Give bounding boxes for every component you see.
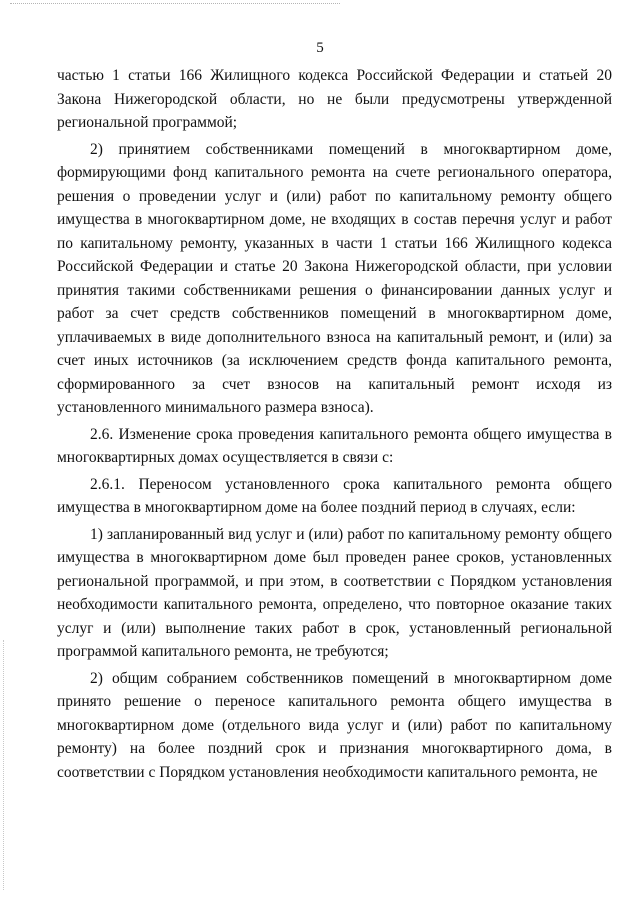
paragraph-item-2: 2) принятием собственниками помещений в многоквартирном доме, формирующими фонд капитального ремонта на счете регионального оператора, решения о проведении услуг и (или) работ по капитальному ремонту общего имущества в многоквартирном доме, не входящих в состав перечня услуг и работ по капитальному ремонту, указанных в части 1 статьи 166 Жилищного кодекса Российской Федерации и статье 20 Закона Нижегородской области, при условии принятия такими собственниками решения о финансировании данных услуг и работ за счет средств собственников помещений в многоквартирном доме, уплачиваемых в виде дополнительного взноса на капитальный ремонт, и (или) за счет иных источников (за исключением средств фонда капитального ремонта, сформированного за счет взносов на капитальный ремонт исходя из установленного минимального размера взноса). — [57, 140, 612, 416]
paragraph-section-2-6-1: 2.6.1. Переносом установленного срока капитального ремонта общего имущества в многоквартирном доме на более поздний период в случаях, если: — [57, 475, 612, 516]
scan-edge-left — [3, 640, 4, 890]
document-body — [57, 64, 612, 787]
paragraph-continuation: частью 1 статьи 166 Жилищного кодекса Российской Федерации и статьей 20 Закона Нижегородской области, но не были предусмотрены утвержденной региональной программой; — [57, 67, 612, 131]
paragraph-subitem-2: 2) общим собранием собственников помещений в многоквартирном доме принято решение о переносе капитального ремонта общего имущества в многоквартирном доме (отдельного вида услуг и (или) работ по капитальному ремонту) на более поздний срок и признания многоквартирного дома, в соответствии с Порядком установления необходимости капитального ремонта, не — [57, 669, 612, 781]
page-number: 5 — [316, 40, 324, 56]
scan-edge-top — [10, 3, 340, 4]
paragraph-section-2-6: 2.6. Изменение срока проведения капитального ремонта общего имущества в многоквартирных домах осуществляется в связи с: — [57, 425, 612, 466]
paragraph-subitem-1: 1) запланированный вид услуг и (или) работ по капитальному ремонту общего имущества в многоквартирном доме был проведен ранее сроков, установленных региональной программой, и при этом, в соответствии с Порядком установления необходимости капитального ремонта, определено, что повторное оказание таких услуг и (или) выполнение таких работ в срок, установленный региональной программой капитального ремонта, не требуются; — [57, 525, 612, 660]
